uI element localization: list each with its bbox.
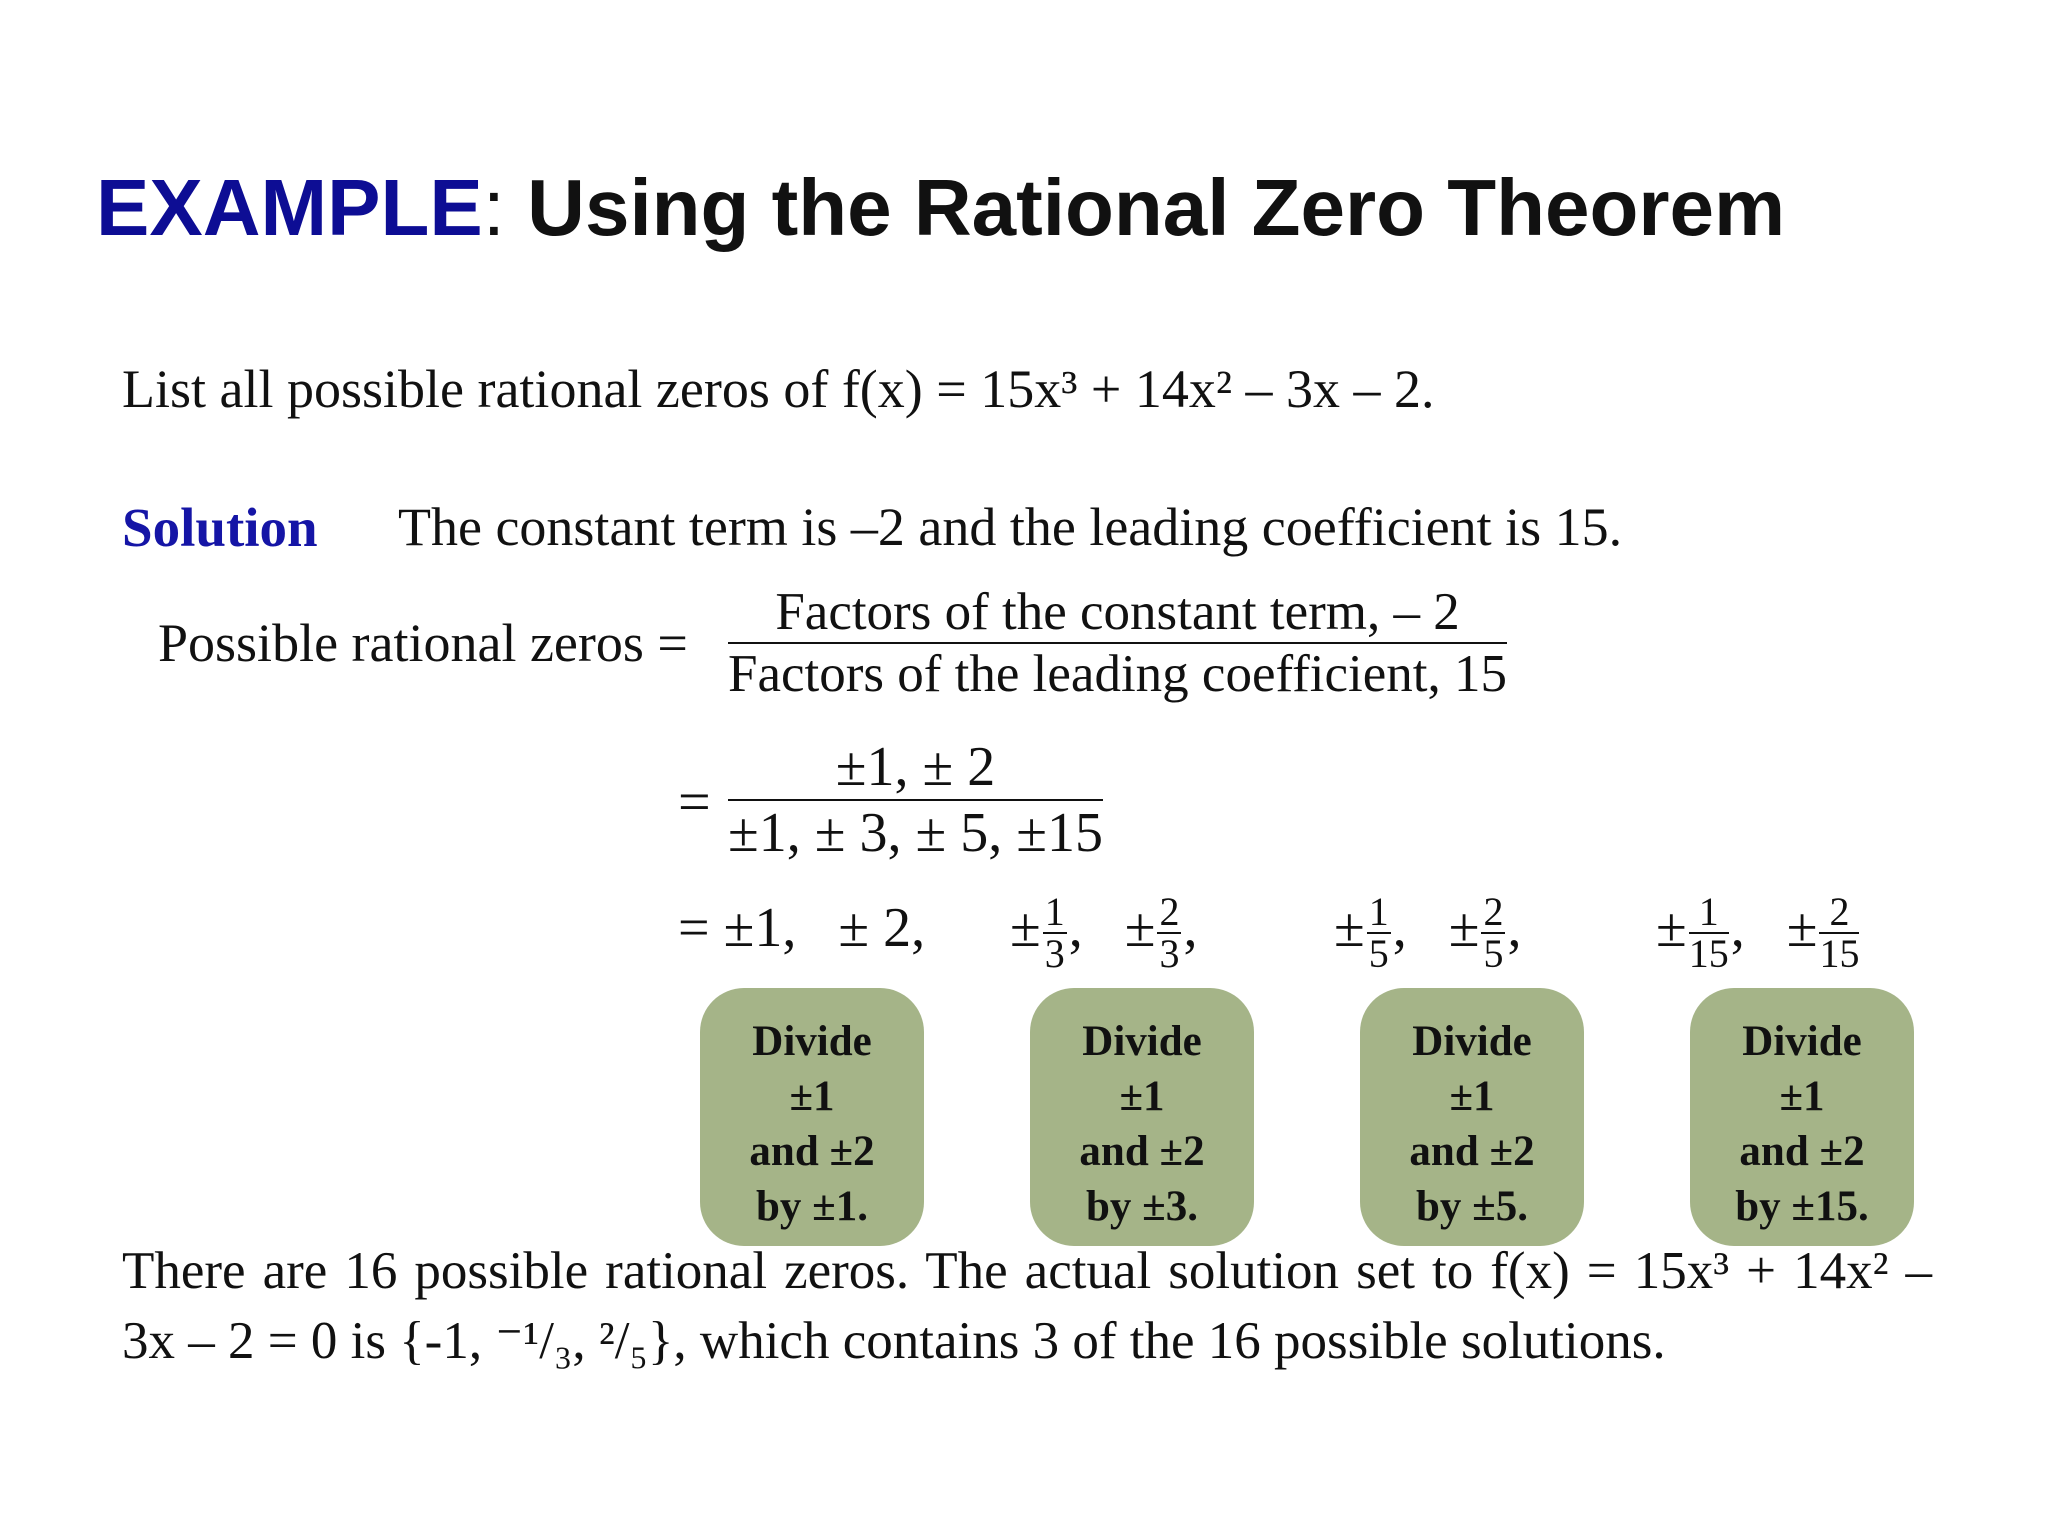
divide-by-5-box: Divide ±1 and ±2 by ±5. xyxy=(1360,988,1584,1246)
conclusion-text: There are 16 possible rational zeros. The actual solution set to f(x) = 15x³ + 14x² – 3x – 2 = 0 is {-1, ⁻¹/₃, ²/₅}, which contains 3 of the 16 possible solutions. xyxy=(122,1242,1932,1370)
title-text: Using the Rational Zero Theorem xyxy=(504,163,1786,252)
zero-thirds: ± $\frac{1}{3}$ , ± $\frac{2}{3}$ , xyxy=(1010,889,1198,976)
values-fraction xyxy=(728,735,1103,865)
zero-pm2: ± 2, xyxy=(838,897,926,959)
divide-by-1-box: Divide ±1 and ±2 by ±1. xyxy=(700,988,924,1246)
title-keyword: EXAMPLE xyxy=(96,163,483,252)
divide-by-3-box: Divide ±1 and ±2 by ±3. xyxy=(1030,988,1254,1246)
values-denominator: ±1, ± 3, ± 5, ±15 xyxy=(728,802,1103,864)
problem-statement: List all possible rational zeros of f(x) = 15x³ + 14x² – 3x – 2. xyxy=(122,359,1435,419)
fraction-2-15: $\frac{2}{15}$ xyxy=(1819,889,1860,976)
title-colon: : xyxy=(482,163,505,252)
fraction-2-3: $\frac{2}{3}$ xyxy=(1159,889,1180,976)
solution-text: The constant term is –2 and the leading coefficient is 15. xyxy=(398,497,1623,557)
possible-zeros-label: Possible rational zeros = xyxy=(158,613,688,673)
factors-denominator: Factors of the leading coefficient, 15 xyxy=(728,645,1508,703)
zero-fifths: ± $\frac{1}{5}$ , ± $\frac{2}{5}$ , xyxy=(1334,889,1522,976)
factors-numerator: Factors of the constant term, – 2 xyxy=(775,583,1460,641)
fraction-1-5: $\frac{1}{5}$ xyxy=(1368,889,1389,976)
fraction-1-3: $\frac{1}{3}$ xyxy=(1044,889,1065,976)
fraction-1-15: $\frac{1}{15}$ xyxy=(1688,889,1729,976)
values-numerator: ±1, ± 2 xyxy=(835,736,996,798)
fraction-2-5: $\frac{2}{5}$ xyxy=(1483,889,1504,976)
equals-sign: = xyxy=(678,769,711,834)
slide-title xyxy=(96,163,1786,252)
zero-fifteenths: ± $\frac{1}{15}$ , ± $\frac{2}{15}$ xyxy=(1656,889,1860,976)
zero-pm1: = ±1, xyxy=(678,897,797,959)
divide-by-15-box: Divide ±1 and ±2 by ±15. xyxy=(1690,988,1914,1246)
factors-fraction xyxy=(728,582,1507,704)
rational-zeros-list xyxy=(678,896,925,960)
solution-label: Solution xyxy=(122,497,318,558)
